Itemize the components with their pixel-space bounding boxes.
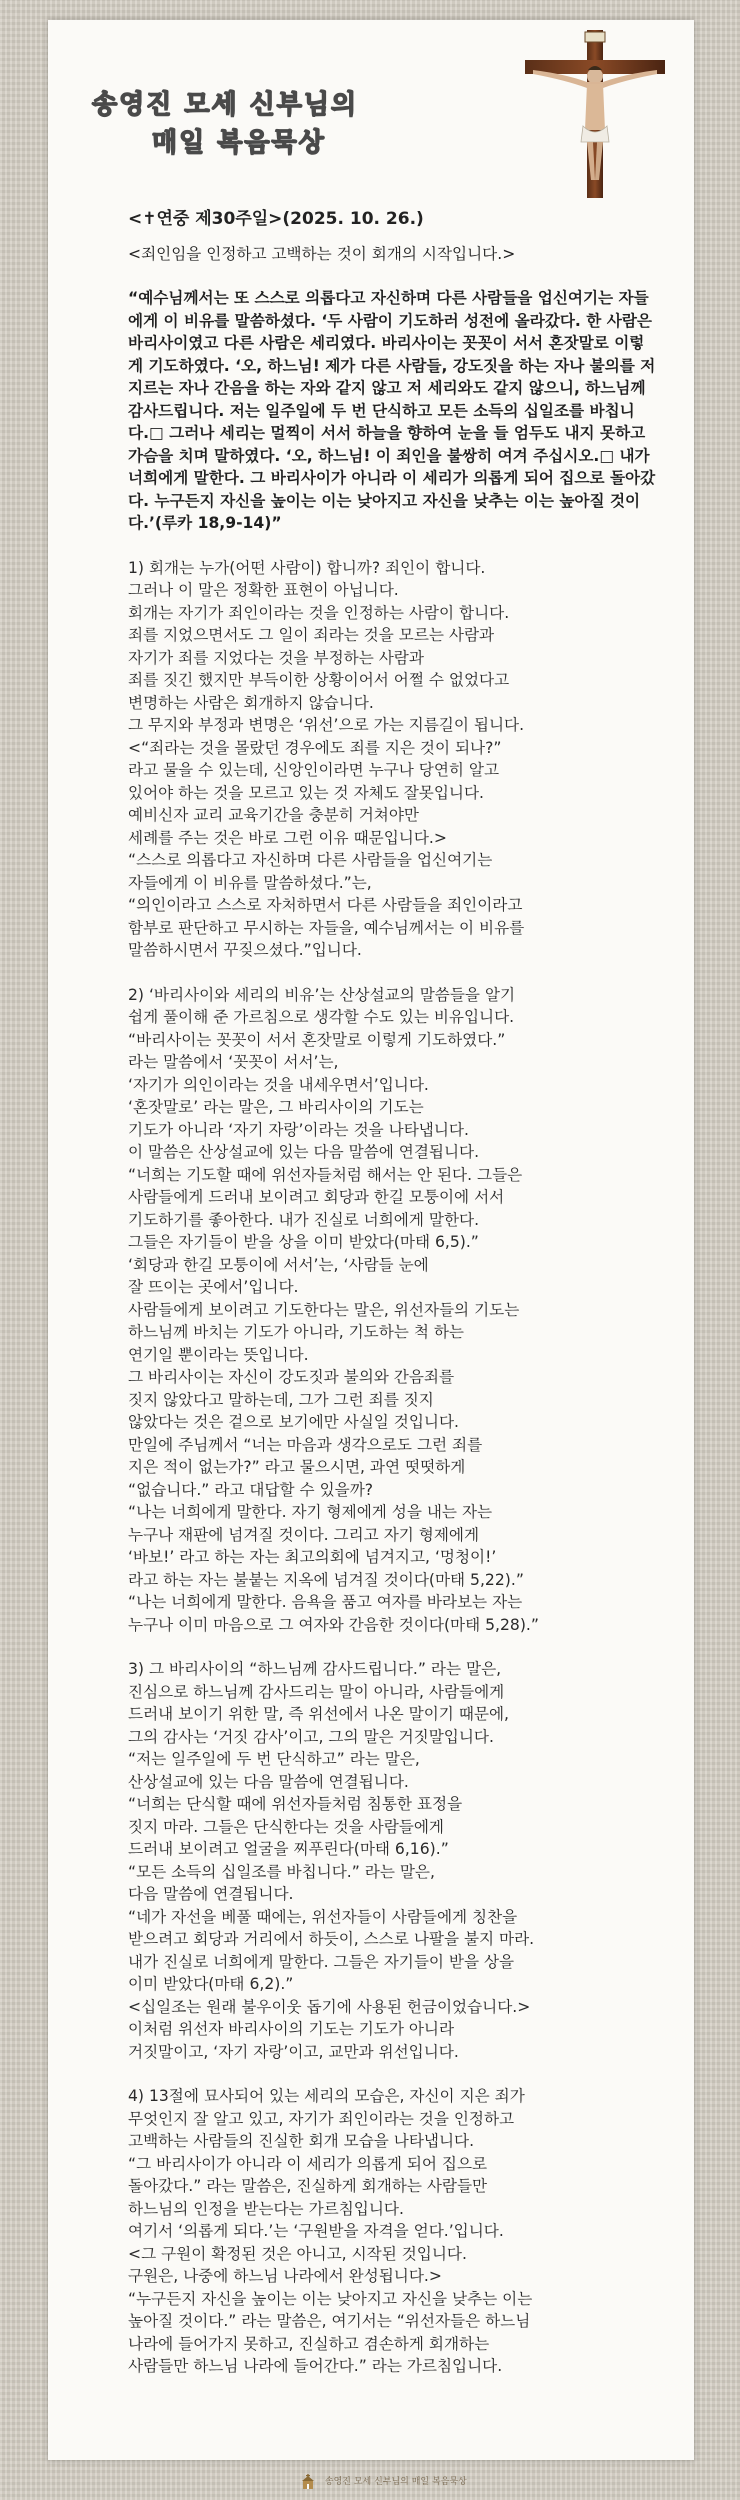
section-line: 기도하기를 좋아한다. 내가 진실로 너희에게 말한다. bbox=[128, 1210, 480, 1229]
section-line: 죄를 지었으면서도 그 일이 죄라는 것을 모르는 사람과 bbox=[128, 626, 495, 644]
section-line: 그 바리사이는 자신이 강도짓과 불의와 간음죄를 bbox=[128, 1368, 455, 1386]
section-line: 함부로 판단하고 무시하는 자들을, 예수님께서는 이 비유를 bbox=[128, 918, 525, 937]
section-line: 이처럼 위선자 바리사이의 기도는 기도가 아니라 bbox=[128, 2020, 455, 2038]
section-line: ‘회당과 한길 모퉁이에 서서’는, ‘사람들 눈에 bbox=[128, 1255, 429, 1274]
section-line: 1) 회개는 누가(어떤 사람이) 합니까? 죄인이 합니다. bbox=[128, 558, 486, 577]
section-line: “누구든지 자신을 높이는 이는 낮아지고 자신을 낮추는 이는 bbox=[128, 2289, 533, 2308]
section-line: “바리사이는 꼿꼿이 서서 혼잣말로 이렇게 기도하였다.” bbox=[128, 1030, 506, 1049]
title-line-2: 매일 복음묵상 bbox=[152, 128, 326, 158]
footer-credit bbox=[300, 2472, 540, 2492]
section-line: 지은 적이 없는가?” 라고 물으시면, 과연 떳떳하게 bbox=[128, 1458, 466, 1476]
section-line: “스스로 의롭다고 자신하며 다른 사람들을 업신여기는 bbox=[128, 851, 493, 869]
section-line: 쉽게 풀이해 준 가르침으로 생각할 수도 있는 비유입니다. bbox=[128, 1008, 515, 1026]
section-line: 다음 말씀에 연결됩니다. bbox=[128, 1885, 294, 1903]
section-line: “네가 자선을 베풀 때에는, 위선자들이 사람들에게 칭찬을 bbox=[128, 1907, 518, 1926]
section-line: 사람들만 하느님 나라에 들어간다.” 라는 가르침입니다. bbox=[128, 2357, 503, 2375]
footer-text: 송영진 모세 신부님의 매일 복음묵상 bbox=[324, 2477, 467, 2487]
section-line: “나는 너희에게 말한다. 음욕을 품고 여자를 바라보는 자는 bbox=[128, 1593, 523, 1611]
section-line: 그러나 이 말은 정확한 표현이 아닙니다. bbox=[128, 581, 399, 599]
section-line: <십일조는 원래 불우이웃 돕기에 사용된 헌금이었습니다.> bbox=[128, 1997, 531, 2016]
section-line: 않았다는 것은 겉으로 보기에만 사실일 것입니다. bbox=[128, 1413, 460, 1431]
section-line: “없습니다.” 라고 대답할 수 있을까? bbox=[128, 1480, 374, 1499]
section-line: 그 무지와 부정과 변명은 ‘위선’으로 가는 지름길이 됩니다. bbox=[128, 716, 525, 734]
liturgical-date: <✝연중 제30주일>(2025. 10. 26.) bbox=[128, 209, 424, 229]
section-line: 드러내 보이려고 얼굴을 찌푸린다(마태 6,16).” bbox=[128, 1840, 449, 1858]
section-line: 있어야 하는 것을 모르고 있는 것 자체도 잘못입니다. bbox=[128, 783, 484, 802]
section-line: 나라에 들어가지 못하고, 진실하고 겸손하게 회개하는 bbox=[128, 2334, 490, 2353]
gospel-passage: “예수님께서는 또 스스로 의롭다고 자신하며 다른 사람들을 업신여기는 자들에게 이 비유를 말씀하셨다. ‘두 사람이 기도하러 성전에 올라갔다. 한 사람은 바리사이였고 다른 사람은 세리였다. 바리사이는 꼿꼿이 서서 혼잣말로 이렇게 기도하였다. ‘오, 하느님! 제가 다른 사람들, 강도짓을 하는 자나 불의를 저지르는 자나 간음을 하는 자와 같지 않고 저 세리와도 같지 않으니, 하느님께 감사드립니다. 저는 일주일에 두 번 단식하고 모든 소득의 십일조를 바칩니다.□ 그러나 세리는 멀찍이 서서 하늘을 향하여 눈을 들 엄두도 내지 못하고 가슴을 치며 말하였다. ‘오, 하느님! 이 죄인을 불쌍히 여겨 주십시오.□ 내가 너희에게 말한다. 그 바리사이가 아니라 이 세리가 의롭게 되어 집으로 돌아갔다. 누구든지 자신을 높이는 이는 낮아지고 자신을 낮추는 이는 높아질 것이다.’(루카 18,9-14)” bbox=[128, 289, 656, 532]
section-line: 산상설교에 있는 다음 말씀에 연결됩니다. bbox=[128, 1772, 409, 1791]
section-line: 변명하는 사람은 회개하지 않습니다. bbox=[128, 693, 374, 712]
section-line: “너희는 기도할 때에 위선자들처럼 해서는 안 된다. 그들은 bbox=[128, 1165, 523, 1184]
section-line: 고백하는 사람들의 진실한 회개 모습을 나타냅니다. bbox=[128, 2132, 475, 2150]
section-line: ‘바보!’ 라고 하는 자는 최고의회에 넘겨지고, ‘멍청이!’ bbox=[128, 1548, 497, 1566]
section-line: 그의 감사는 ‘거짓 감사’이고, 그의 말은 거짓말입니다. bbox=[128, 1727, 494, 1746]
section-line: 받으려고 회당과 거리에서 하듯이, 스스로 나팔을 불지 마라. bbox=[128, 1930, 535, 1948]
section-line: 구원은, 나중에 하느님 나라에서 완성됩니다.> bbox=[128, 2267, 442, 2285]
meditation-headline: <죄인임을 인정하고 고백하는 것이 회개의 시작입니다.> bbox=[128, 244, 516, 263]
section-line: 라고 물을 수 있는데, 신앙인이라면 누구나 당연히 알고 bbox=[128, 761, 500, 779]
section-line: 예비신자 교리 교육기간을 충분히 거쳐야만 bbox=[128, 806, 419, 824]
section-line: 이 말씀은 산상설교에 있는 다음 말씀에 연결됩니다. bbox=[128, 1143, 480, 1161]
section-line: 자기가 죄를 지었다는 것을 부정하는 사람과 bbox=[128, 648, 424, 667]
section-line: 연기일 뿐이라는 뜻입니다. bbox=[128, 1345, 309, 1364]
section-line: “저는 일주일에 두 번 단식하고” 라는 말은, bbox=[128, 1750, 420, 1768]
section-line: 여기서 ‘의롭게 되다.’는 ‘구원받을 자격을 얻다.’입니다. bbox=[128, 2222, 504, 2240]
section-line: ‘혼잣말로’ 라는 말은, 그 바리사이의 기도는 bbox=[128, 1098, 424, 1116]
section-line: 회개는 자기가 죄인이라는 것을 인정하는 사람이 합니다. bbox=[128, 603, 510, 622]
section-line: 라고 하는 자는 불붙는 지옥에 넘겨질 것이다(마태 5,22).” bbox=[128, 1570, 524, 1589]
section-line: 기도가 아니라 ‘자기 자랑’이라는 것을 나타냅니다. bbox=[128, 1120, 469, 1139]
section-line: 진심으로 하느님께 감사드리는 말이 아니라, 사람들에게 bbox=[128, 1682, 505, 1701]
section-line: “모든 소득의 십일조를 바칩니다.” 라는 말은, bbox=[128, 1862, 435, 1881]
section-line: 내가 진실로 너희에게 말한다. 그들은 자기들이 받을 상을 bbox=[128, 1952, 515, 1971]
section-line: 잘 뜨이는 곳에서’입니다. bbox=[128, 1278, 299, 1296]
section-line: 누구나 재판에 넘겨질 것이다. 그리고 자기 형제에게 bbox=[128, 1525, 480, 1544]
section-line: 짓지 마라. 그들은 단식한다는 것을 사람들에게 bbox=[128, 1817, 444, 1836]
section-line: “의인이라고 스스로 자처하면서 다른 사람들을 죄인이라고 bbox=[128, 896, 523, 914]
section-3 bbox=[128, 1658, 656, 2063]
title-line-1: 송영진 모세 신부님의 bbox=[92, 90, 359, 120]
section-line: 그들은 자기들이 받을 상을 이미 받았다(마태 6,5).” bbox=[128, 1233, 479, 1251]
crucifix-icon bbox=[525, 30, 665, 198]
section-line: 2) ‘바리사이와 세리의 비유’는 산상설교의 말씀들을 알기 bbox=[128, 985, 516, 1004]
section-line: 세례를 주는 것은 바로 그런 이유 때문입니다.> bbox=[128, 828, 447, 847]
section-line: “너희는 단식할 때에 위선자들처럼 침통한 표정을 bbox=[128, 1795, 463, 1813]
section-line: 4) 13절에 묘사되어 있는 세리의 모습은, 자신이 지은 죄가 bbox=[128, 2087, 525, 2105]
section-line: 사람들에게 드러내 보이려고 회당과 한길 모퉁이에 서서 bbox=[128, 1188, 505, 1206]
section-line: 거짓말이고, ‘자기 자랑’이고, 교만과 위선입니다. bbox=[128, 2042, 459, 2061]
section-line: 이미 받았다(마태 6,2).” bbox=[128, 1975, 294, 1993]
section-line: ‘자기가 의인이라는 것을 내세우면서’입니다. bbox=[128, 1075, 429, 1094]
section-line: 말씀하시면서 꾸짖으셨다.”입니다. bbox=[128, 941, 362, 959]
section-line: 드러내 보이기 위한 말, 즉 위선에서 나온 말이기 때문에, bbox=[128, 1705, 509, 1723]
section-line: 짓지 않았다고 말하는데, 그가 그런 죄를 짓지 bbox=[128, 1390, 434, 1409]
section-line: 라는 말씀에서 ‘꼿꼿이 서서’는, bbox=[128, 1053, 339, 1071]
section-line: 하느님께 바치는 기도가 아니라, 기도하는 척 하는 bbox=[128, 1323, 464, 1341]
section-line: 3) 그 바리사이의 “하느님께 감사드립니다.” 라는 말은, bbox=[128, 1660, 502, 1678]
section-line: <그 구원이 확정된 것은 아니고, 시작된 것입니다. bbox=[128, 2244, 467, 2263]
section-line: 사람들에게 보이려고 기도한다는 말은, 위선자들의 기도는 bbox=[128, 1300, 520, 1319]
meditation-text bbox=[128, 208, 656, 2400]
section-line: 높아질 것이다.” 라는 말씀은, 여기서는 “위선자들은 하느님 bbox=[128, 2312, 531, 2330]
page-title bbox=[92, 86, 452, 162]
section-line: 만일에 주님께서 “너는 마음과 생각으로도 그런 죄를 bbox=[128, 1435, 483, 1454]
section-line: <“죄라는 것을 몰랐던 경우에도 죄를 지은 것이 되나?” bbox=[128, 738, 502, 757]
section-line: 죄를 짓긴 했지만 부득이한 상황이어서 어쩔 수 없었다고 bbox=[128, 671, 510, 689]
section-2 bbox=[128, 984, 656, 1637]
section-line: 누구나 이미 마음으로 그 여자와 간음한 것이다(마태 5,28).” bbox=[128, 1615, 539, 1634]
section-line: 돌아갔다.” 라는 말씀은, 진실하게 회개하는 사람들만 bbox=[128, 2177, 488, 2195]
section-line: “나는 너희에게 말한다. 자기 형제에게 성을 내는 자는 bbox=[128, 1503, 493, 1521]
section-1 bbox=[128, 557, 656, 962]
section-line: “그 바리사이가 아니라 이 세리가 의롭게 되어 집으로 bbox=[128, 2154, 488, 2173]
section-line: 자들에게 이 비유를 말씀하셨다.”는, bbox=[128, 873, 372, 892]
section-line: 무엇인지 잘 알고 있고, 자기가 죄인이라는 것을 인정하고 bbox=[128, 2109, 515, 2128]
church-logo-icon bbox=[300, 2474, 316, 2490]
section-line: 하느님의 인정을 받는다는 가르침입니다. bbox=[128, 2199, 404, 2218]
section-4 bbox=[128, 2085, 656, 2378]
